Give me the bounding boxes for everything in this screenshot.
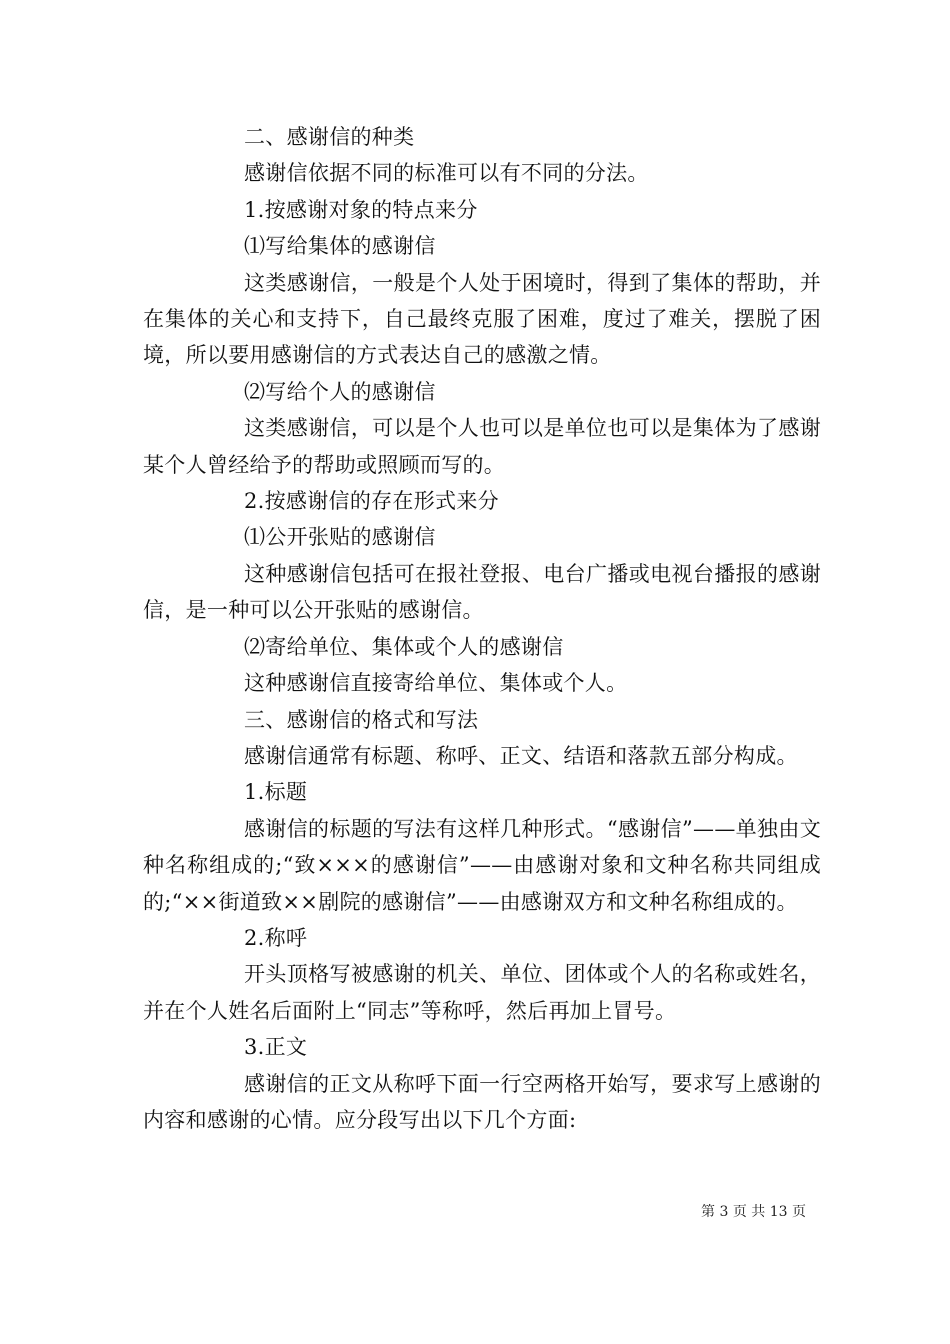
- section-heading-format: 三、感谢信的格式和写法: [244, 707, 479, 732]
- paragraph: 感谢信的标题的写法有这样几种形式。“感谢信”——单独由文种名称组成的;“致×××的感谢信”——由感谢对象和文种名称共同组成的;“××街道致××剧院的感谢信”——由感谢双方和文种名称组成的。: [143, 816, 821, 914]
- paragraph: 感谢信依据不同的标准可以有不同的分法。: [244, 161, 649, 186]
- paragraph: 感谢信的正文从称呼下面一行空两格开始写，要求写上感谢的内容和感谢的心情。应分段写出以下几个方面:: [143, 1071, 821, 1132]
- subheading: 1.标题: [244, 780, 308, 805]
- item-heading: ⑵寄给单位、集体或个人的感谢信: [244, 634, 564, 659]
- paragraph: 这类感谢信，可以是个人也可以是单位也可以是集体为了感谢某个人曾经给予的帮助或照顾而写的。: [143, 416, 821, 477]
- item-heading: ⑴公开张贴的感谢信: [244, 525, 436, 550]
- paragraph: 这种感谢信直接寄给单位、集体或个人。: [244, 671, 628, 696]
- paragraph: 这类感谢信，一般是个人处于困境时，得到了集体的帮助，并在集体的关心和支持下，自己最终克服了困难，度过了难关，摆脱了困境，所以要用感谢信的方式表达自己的感激之情。: [143, 270, 821, 368]
- paragraph: 感谢信通常有标题、称呼、正文、结语和落款五部分构成。: [244, 743, 798, 768]
- item-heading: ⑴写给集体的感谢信: [244, 234, 436, 259]
- subheading: 2.称呼: [244, 925, 308, 950]
- paragraph: 这种感谢信包括可在报社登报、电台广播或电视台播报的感谢信，是一种可以公开张贴的感谢信。: [143, 561, 821, 623]
- item-heading: ⑵写给个人的感谢信: [244, 379, 436, 404]
- document-body: [143, 119, 821, 1138]
- page-number-footer: 第 3 页 共 13 页: [701, 1204, 806, 1220]
- subheading: 3.正文: [244, 1035, 308, 1060]
- subheading: 1.按感谢对象的特点来分: [244, 197, 478, 222]
- subheading: 2.按感谢信的存在形式来分: [244, 489, 499, 514]
- section-heading-types: 二、感谢信的种类: [244, 125, 415, 149]
- paragraph: 开头顶格写被感谢的机关、单位、团体或个人的名称或姓名，并在个人姓名后面附上“同志”等称呼，然后再加上冒号。: [143, 962, 821, 1023]
